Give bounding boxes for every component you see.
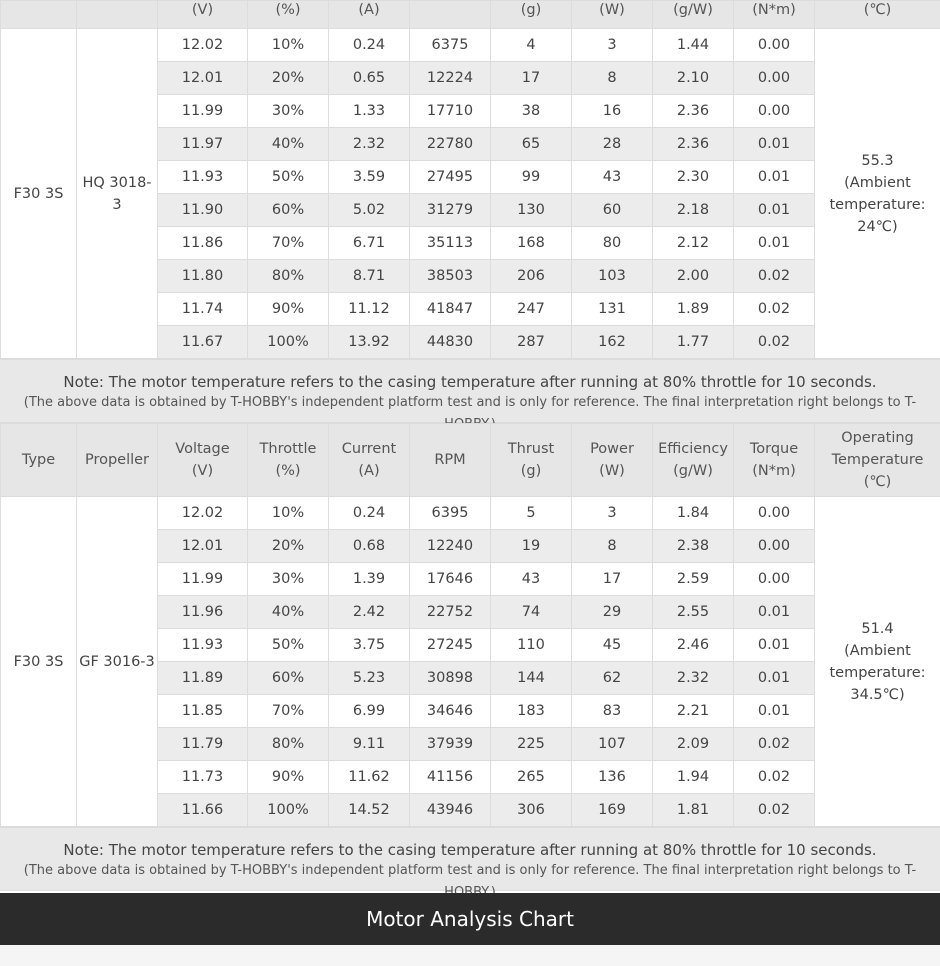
data-cell: 107 (572, 728, 653, 761)
data-cell: 3.59 (329, 161, 410, 194)
data-cell: 6.99 (329, 695, 410, 728)
data-cell: 8.71 (329, 260, 410, 293)
data-cell: 11.89 (158, 662, 248, 695)
data-cell: 11.85 (158, 695, 248, 728)
data-cell: 0.01 (734, 629, 815, 662)
data-cell: 168 (491, 227, 572, 260)
header-label: Propeller (84, 452, 150, 468)
motor-type-cell: F30 3S (1, 29, 77, 359)
data-cell: 30% (248, 95, 329, 128)
data-cell: 11.62 (329, 761, 410, 794)
data-cell: 0.01 (734, 128, 815, 161)
data-cell: 12.02 (158, 497, 248, 530)
header-cell: (℃) (815, 1, 940, 29)
data-cell: 43 (572, 161, 653, 194)
data-cell: 60 (572, 194, 653, 227)
data-cell: 13.92 (329, 326, 410, 359)
disclaimer-text: (The above data is obtained by T-HOBBY's independent platform test and is only for reference. The final interpretation right belongs to T- (23, 395, 917, 410)
table-row (1, 29, 940, 62)
data-cell: 80 (572, 227, 653, 260)
data-cell: 11.66 (158, 794, 248, 827)
table-header-row (1, 1, 940, 29)
data-cell: 10% (248, 29, 329, 62)
data-cell: 3.75 (329, 629, 410, 662)
spec-table-2-section (0, 423, 940, 891)
data-cell: 20% (248, 62, 329, 95)
data-cell: 22752 (410, 596, 491, 629)
data-cell: 27245 (410, 629, 491, 662)
data-cell: 5.02 (329, 194, 410, 227)
header-label: (W) (599, 463, 625, 479)
data-cell: 12240 (410, 530, 491, 563)
data-cell: 31279 (410, 194, 491, 227)
data-cell: 5.23 (329, 662, 410, 695)
header-cell: (g/W) (653, 1, 734, 29)
data-cell: 1.84 (653, 497, 734, 530)
data-cell: 2.09 (653, 728, 734, 761)
data-cell: 265 (491, 761, 572, 794)
data-cell: 11.93 (158, 161, 248, 194)
spec-table-2 (0, 423, 940, 827)
data-cell: 8 (572, 62, 653, 95)
data-cell: 2.00 (653, 260, 734, 293)
data-cell: 0.24 (329, 497, 410, 530)
data-cell: 11.97 (158, 128, 248, 161)
header-cell: (g) (491, 1, 572, 29)
data-cell: 0.02 (734, 728, 815, 761)
data-cell: 38 (491, 95, 572, 128)
data-cell: 0.01 (734, 662, 815, 695)
header-label: RPM (434, 452, 466, 468)
data-cell: 183 (491, 695, 572, 728)
data-cell: 0.01 (734, 596, 815, 629)
data-cell: 3 (572, 29, 653, 62)
data-cell: 0.00 (734, 62, 815, 95)
temperature-line: 51.4 (861, 620, 894, 637)
motor-analysis-chart-banner: Motor Analysis Chart (0, 893, 940, 945)
data-cell: 5 (491, 497, 572, 530)
temperature-line: 55.3 (861, 152, 894, 169)
data-cell: 16 (572, 95, 653, 128)
data-cell: 3 (572, 497, 653, 530)
data-cell: 12.02 (158, 29, 248, 62)
data-cell: 8 (572, 530, 653, 563)
data-cell: 9.11 (329, 728, 410, 761)
spec-table-1 (0, 0, 940, 359)
data-cell: 103 (572, 260, 653, 293)
data-cell: 2.10 (653, 62, 734, 95)
data-cell: 29 (572, 596, 653, 629)
header-cell: (V) (158, 1, 248, 29)
data-cell: 27495 (410, 161, 491, 194)
data-cell: 0.00 (734, 497, 815, 530)
temperature-line: (Ambient (844, 642, 911, 659)
data-cell: 50% (248, 161, 329, 194)
data-cell: 37939 (410, 728, 491, 761)
data-cell: 43 (491, 563, 572, 596)
data-cell: 11.74 (158, 293, 248, 326)
header-cell (653, 424, 734, 497)
data-cell: 2.12 (653, 227, 734, 260)
data-cell: 40% (248, 596, 329, 629)
data-cell: 0.02 (734, 260, 815, 293)
data-cell: 22780 (410, 128, 491, 161)
data-cell: 35113 (410, 227, 491, 260)
data-cell: 100% (248, 326, 329, 359)
data-cell: 60% (248, 194, 329, 227)
data-cell: 80% (248, 260, 329, 293)
temperature-line: temperature: (829, 196, 926, 213)
data-cell: 60% (248, 662, 329, 695)
header-label: Throttle (259, 441, 317, 457)
data-cell: 169 (572, 794, 653, 827)
data-cell: 136 (572, 761, 653, 794)
data-cell: 11.73 (158, 761, 248, 794)
header-label: Type (21, 452, 56, 468)
data-cell: 287 (491, 326, 572, 359)
header-label: Torque (749, 441, 799, 457)
data-cell: 43946 (410, 794, 491, 827)
data-cell: 206 (491, 260, 572, 293)
header-label: (N*m) (752, 463, 796, 479)
data-cell: 28 (572, 128, 653, 161)
header-label: Temperature (831, 452, 924, 468)
header-label: Current (341, 441, 397, 457)
data-cell: 247 (491, 293, 572, 326)
data-cell: 131 (572, 293, 653, 326)
data-cell: 1.81 (653, 794, 734, 827)
header-cell (248, 424, 329, 497)
data-cell: 2.18 (653, 194, 734, 227)
data-cell: 6375 (410, 29, 491, 62)
data-cell: 0.02 (734, 761, 815, 794)
data-cell: 20% (248, 530, 329, 563)
data-cell: 2.36 (653, 95, 734, 128)
propeller-cell: GF 3016-3 (77, 497, 158, 827)
data-cell: 1.39 (329, 563, 410, 596)
data-cell: 17 (572, 563, 653, 596)
temperature-cell (815, 497, 940, 827)
data-cell: 4 (491, 29, 572, 62)
header-cell: (N*m) (734, 1, 815, 29)
note-box-1 (0, 359, 940, 423)
temperature-cell (815, 29, 940, 359)
header-label: (℃) (863, 474, 892, 490)
data-cell: 45 (572, 629, 653, 662)
data-cell: 306 (491, 794, 572, 827)
data-cell: 162 (572, 326, 653, 359)
header-label: Power (590, 441, 634, 457)
header-cell (572, 424, 653, 497)
note-box-2 (0, 827, 940, 891)
note-text: Note: The motor temperature refers to the casing temperature after running at 80% throttle for 10 seconds. (63, 373, 877, 391)
data-cell: 0.02 (734, 293, 815, 326)
data-cell: 2.32 (653, 662, 734, 695)
data-cell: 38503 (410, 260, 491, 293)
data-cell: 6395 (410, 497, 491, 530)
data-cell: 1.89 (653, 293, 734, 326)
data-cell: 44830 (410, 326, 491, 359)
data-cell: 65 (491, 128, 572, 161)
header-cell (491, 424, 572, 497)
data-cell: 0.00 (734, 563, 815, 596)
data-cell: 1.33 (329, 95, 410, 128)
data-cell: 2.46 (653, 629, 734, 662)
data-cell: 0.00 (734, 29, 815, 62)
data-cell: 17646 (410, 563, 491, 596)
data-cell: 14.52 (329, 794, 410, 827)
data-cell: 12224 (410, 62, 491, 95)
data-cell: 2.55 (653, 596, 734, 629)
data-cell: 50% (248, 629, 329, 662)
spec-table-1-section (0, 0, 940, 423)
data-cell: 11.93 (158, 629, 248, 662)
header-label: Efficiency (658, 441, 728, 457)
header-cell (1, 424, 77, 497)
header-cell (77, 424, 158, 497)
temperature-line: (Ambient (844, 174, 911, 191)
data-cell: 11.99 (158, 95, 248, 128)
header-label: Operating (841, 430, 914, 446)
header-cell (410, 424, 491, 497)
header-label: Thrust (507, 441, 555, 457)
data-cell: 11.86 (158, 227, 248, 260)
data-cell: 0.01 (734, 194, 815, 227)
data-cell: 0.24 (329, 29, 410, 62)
data-cell: 70% (248, 227, 329, 260)
data-cell: 17 (491, 62, 572, 95)
header-cell (158, 424, 248, 497)
data-cell: 30% (248, 563, 329, 596)
data-cell: 90% (248, 761, 329, 794)
data-cell: 11.79 (158, 728, 248, 761)
data-cell: 11.80 (158, 260, 248, 293)
temperature-line: temperature: (829, 664, 926, 681)
data-cell: 0.01 (734, 161, 815, 194)
data-cell: 144 (491, 662, 572, 695)
data-cell: 100% (248, 794, 329, 827)
data-cell: 2.38 (653, 530, 734, 563)
data-cell: 2.30 (653, 161, 734, 194)
data-cell: 0.00 (734, 95, 815, 128)
data-cell: 0.01 (734, 695, 815, 728)
header-cell: (W) (572, 1, 653, 29)
note-text: Note: The motor temperature refers to the casing temperature after running at 80% throttle for 10 seconds. (63, 841, 877, 859)
data-cell: 110 (491, 629, 572, 662)
data-cell: 11.90 (158, 194, 248, 227)
data-cell: 1.94 (653, 761, 734, 794)
header-label: (%) (275, 463, 301, 479)
data-cell: 2.21 (653, 695, 734, 728)
data-cell: 1.77 (653, 326, 734, 359)
header-cell (734, 424, 815, 497)
data-cell: 41847 (410, 293, 491, 326)
data-cell: 0.02 (734, 326, 815, 359)
table-header-row (1, 424, 940, 497)
data-cell: 11.12 (329, 293, 410, 326)
data-cell: 70% (248, 695, 329, 728)
data-cell: 12.01 (158, 530, 248, 563)
data-cell: 0.68 (329, 530, 410, 563)
data-cell: 0.01 (734, 227, 815, 260)
data-cell: 0.02 (734, 794, 815, 827)
data-cell: 130 (491, 194, 572, 227)
header-cell (410, 1, 491, 29)
data-cell: 2.36 (653, 128, 734, 161)
data-cell: 225 (491, 728, 572, 761)
temperature-line: 34.5℃) (850, 686, 905, 703)
data-cell: 11.67 (158, 326, 248, 359)
data-cell: 0.65 (329, 62, 410, 95)
data-cell: 2.32 (329, 128, 410, 161)
header-label: (g/W) (673, 463, 713, 479)
data-cell: 6.71 (329, 227, 410, 260)
data-cell: 34646 (410, 695, 491, 728)
data-cell: 62 (572, 662, 653, 695)
header-label: (g) (520, 463, 542, 479)
data-cell: 1.44 (653, 29, 734, 62)
data-cell: 12.01 (158, 62, 248, 95)
data-cell: 0.00 (734, 530, 815, 563)
data-cell: 83 (572, 695, 653, 728)
disclaimer-text: (The above data is obtained by T-HOBBY's independent platform test and is only for reference. The final interpretation right belongs to T- (23, 863, 917, 878)
motor-type-cell: F30 3S (1, 497, 77, 827)
header-cell: (A) (329, 1, 410, 29)
data-cell: 90% (248, 293, 329, 326)
data-cell: 10% (248, 497, 329, 530)
data-cell: 99 (491, 161, 572, 194)
page-footer-area (0, 945, 940, 966)
temperature-line: 24℃) (857, 218, 898, 235)
data-cell: 41156 (410, 761, 491, 794)
data-cell: 2.42 (329, 596, 410, 629)
propeller-cell: HQ 3018-3 (77, 29, 158, 359)
data-cell: 11.96 (158, 596, 248, 629)
data-cell: 74 (491, 596, 572, 629)
data-cell: 17710 (410, 95, 491, 128)
header-label: (V) (191, 463, 214, 479)
header-cell: (%) (248, 1, 329, 29)
header-label: Voltage (175, 441, 230, 457)
data-cell: 30898 (410, 662, 491, 695)
data-cell: 40% (248, 128, 329, 161)
data-cell: 19 (491, 530, 572, 563)
data-cell: 2.59 (653, 563, 734, 596)
header-cell (329, 424, 410, 497)
header-cell (815, 424, 940, 497)
data-cell: 11.99 (158, 563, 248, 596)
header-label: (A) (358, 463, 380, 479)
table-row (1, 497, 940, 530)
data-cell: 80% (248, 728, 329, 761)
